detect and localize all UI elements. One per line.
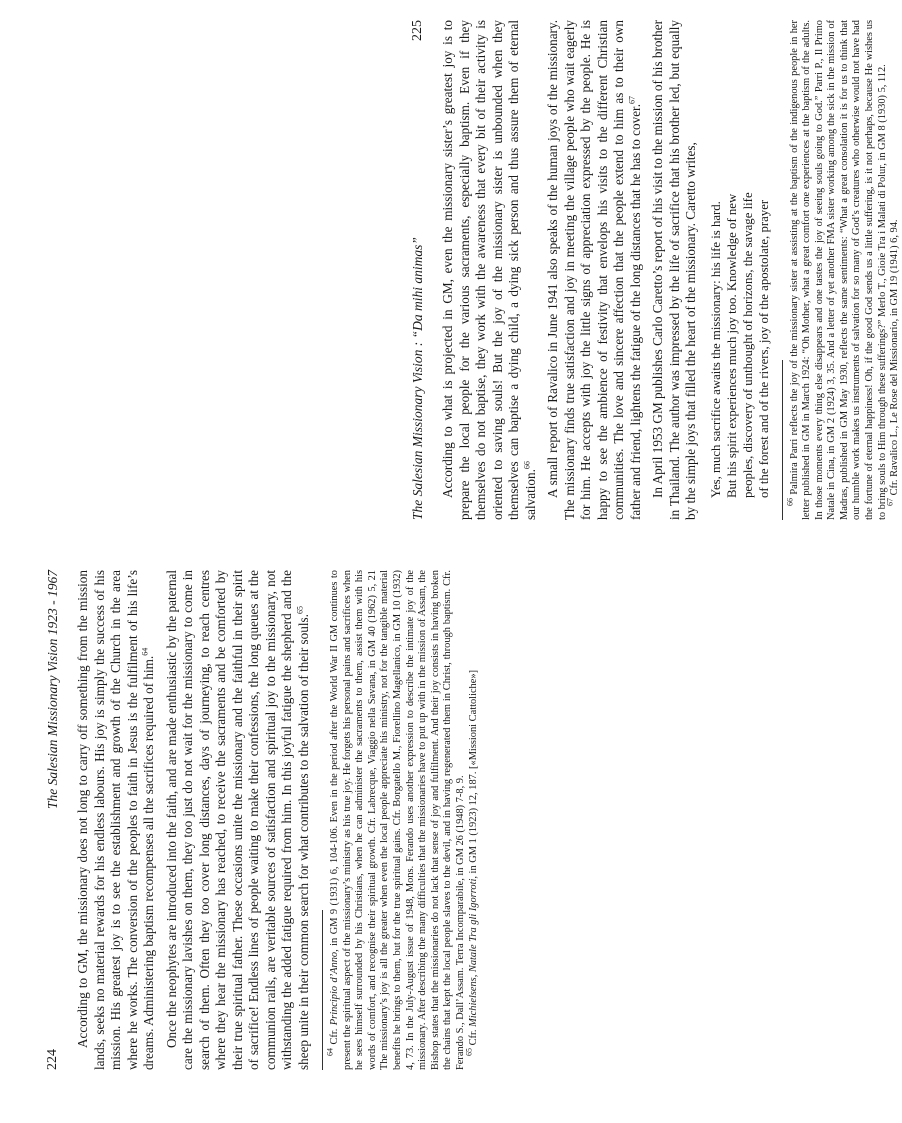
paragraph xyxy=(545,20,644,520)
footnote-number: 66 xyxy=(785,498,795,506)
running-head-title: The Salesian Missionary Vision : “Da mihi animas” xyxy=(410,237,425,520)
footnote-text: , in GM 9 (1931) 6, 104-106. Even in the period after the World War II GM continues to present the spiritual aspect of the missionary’s ministry as his true joy. He forgets his personal pains and sacrifices when he sees himself surrounded by his Christians, when he can administer the sacraments to them, assist them with his words of comfort, and recognise their spiritual growth. Cfr. Labrecque, Viaggio nella Savana, in GM 40 (1962) 5, 21 The missionary’s joy is all the greater when even the local people appreciate his ministry, not for the tangible material benefits he brings to them, but for the true spiritual gains. Cfr. Borgatello M., Fiorellino Magellanico, in GM 10 (1932) 4, 73. In the July-August issue of 1948, Mons. Ferando uses another expression to describe the intimate joy of the missionary. After describing the many difficulties that the missionaries have to put up with in the mission of Assam, the Bishop states that the missionaries do not lack that sense of joy and fulfilment. And their joy consists in having broken the chains that kept the local people slaves to the devil, and in having regenerated them in Christ, through baptism. Cfr. Ferando S., Dall’Assam. Terra Incomparabile, in GM 26 (1948) 7-8, 9. xyxy=(329,570,466,1070)
footnote-lead: Cfr. xyxy=(467,1026,479,1046)
footnote-number: 64 xyxy=(325,1048,335,1056)
footnote-lead: Cfr. xyxy=(889,476,901,496)
note-ref: 64 xyxy=(140,647,150,656)
page-225 xyxy=(410,20,901,520)
footnote xyxy=(885,20,902,520)
note-ref: 66 xyxy=(522,461,532,470)
body-text xyxy=(75,570,312,1070)
paragraph-text: Once the neophytes are introduced into the faith, and are made enthusiastic by the paternal care the missionary lavishes on them, they too just do not wait for the missionary to come in search of them. Often they too cover long distances, days of journeying, to reach centres where they hear the missionary has reached, to receive the sacraments and be comforted by their true spiritual father. These occasions unite the missionary and the faithful in their spirit of sacrifice! Endless lines of people waiting to make their confessions, the long queues at the communion rails, are veritable sources of satisfaction and spiritual joy to the missionary, not withstanding the added fatigue required from him. In this joyful fatigue the shepherd and the sheep unite in their common search for what contributes to the salvation of their souls. xyxy=(163,570,311,1070)
paragraph-text: According to what is projected in GM, even the missionary sister’s greatest joy is to prepare the local people for the various sacraments, especially baptism. Even if they themselves do not baptise, they work with the awareness that every bit of their activity is oriented to saving souls! But the joy of the missionary sister is unbounded when they themselves can baptise a dying child, a dying sick person and thus assure them of eternal salvation. xyxy=(440,20,538,520)
footnote-number: 65 xyxy=(464,1048,474,1056)
footnote-text: Ravalico L., Le Rose del Missionario, in GM 19 (1941) 6, 94. xyxy=(889,219,901,477)
quote-line: Yes, much sacrifice awaits the missionary: his life is hard. xyxy=(708,201,723,498)
footnotes xyxy=(325,570,480,1070)
page-number: 225 xyxy=(410,20,425,41)
running-header xyxy=(45,570,67,1070)
footnote-separator xyxy=(782,360,783,520)
paragraph xyxy=(75,570,158,1070)
paragraph xyxy=(650,20,700,520)
page-224 xyxy=(45,570,479,1070)
body-text xyxy=(440,20,772,520)
footnote-text: Palmira Parri reflects the joy of the missionary sister at assisting at the baptism of the indigenous people in her letter published in GM in March 1924: “Oh Mother, what a great comfort one experiences at the baptism of the adults. In those moments every thing else disappears and one tastes the joy of seeing souls going to God.” Parri P., Il Primo Natale in Cina, in GM 2 (1924) 3, 35. And a letter of yet another FMA sister working among the sick in the mission of Madras, published in GM May 1930, reflects the same sentiments: “What a great consolation it is for us to think that our humble work makes us instruments of salvation for so many of God’s creatures who otherwise would not have had the fortune of eternal happiness! Oh, if the good God sends us a little suffering, is it not perhaps, because He wishes us to bring souls to Him through these sufferings?” Merlo T., Gioie Tra i Malati di Polur, in GM 8 (1930) 5, 112. xyxy=(788,20,888,520)
paragraph-text: A small report of Ravalico in June 1941 also speaks of the human joys of the missionary. The missionary finds true satisfaction and joy in meeting the village people who wait eagerly for him. He accepts with joy the little signs of appreciation expressed by the people. He is happy to see the ambience of festivity that envelops his visits to the different Christian communities. The love and sincere affection that the people extend to him as to their own father and friend, lightens the fatigue of the long distances that he has to cover. xyxy=(545,20,643,520)
footnote-separator xyxy=(322,910,323,1070)
page-number: 224 xyxy=(45,1049,60,1070)
quote-line: But his spirit experiences much joy too. Knowledge of new xyxy=(724,193,739,498)
footnote-title: Principio d’Anno xyxy=(329,951,340,1026)
paragraph-text: According to GM, the missionary does not long to carry off something from the mission lands, seeks no material rewards for his endless labours. His joy is simply the success of his mission. His greatest joy is to see the establishment and growth of the Church in the area where he works. The conversion of the peoples to faith in Jesus is the fulfilment of his life’s dreams. Administering baptism recompenses all the sacrifices required of him. xyxy=(75,570,156,1070)
footnote xyxy=(325,570,468,1070)
paragraph xyxy=(440,20,539,520)
quote-line: of the forest and of the rivers, joy of the apostolate, prayer xyxy=(756,199,771,498)
footnote-number: 67 xyxy=(885,498,895,506)
running-header xyxy=(410,20,432,520)
footnotes xyxy=(785,20,902,520)
paragraph xyxy=(164,570,313,1070)
footnote-title: Michielsens, Natale Tra gli Igorroti xyxy=(467,878,479,1027)
note-ref: 65 xyxy=(295,606,305,615)
quote-line: peoples, discovery of unthought of horizons, the savage life xyxy=(740,192,755,498)
footnote-text: , in GM 1 (1923) 12, 187. [«Missioni Cattoliche»] xyxy=(467,669,479,879)
footnote-lead: Cfr. xyxy=(329,1025,340,1045)
note-ref: 67 xyxy=(627,95,637,104)
block-quote xyxy=(708,20,772,498)
footnote xyxy=(464,570,481,1070)
paragraph-text: In April 1953 GM publishes Carlo Caretto’s report of his visit to the mission of his brother in Thailand. The author was impressed by the life of sacrifice that his brother led, but equally by the simple joys that filled the heart of the missionary. Caretto writes, xyxy=(650,20,698,520)
running-head-title: The Salesian Missionary Vision 1923 - 1967 xyxy=(45,570,60,809)
footnote xyxy=(785,20,890,520)
